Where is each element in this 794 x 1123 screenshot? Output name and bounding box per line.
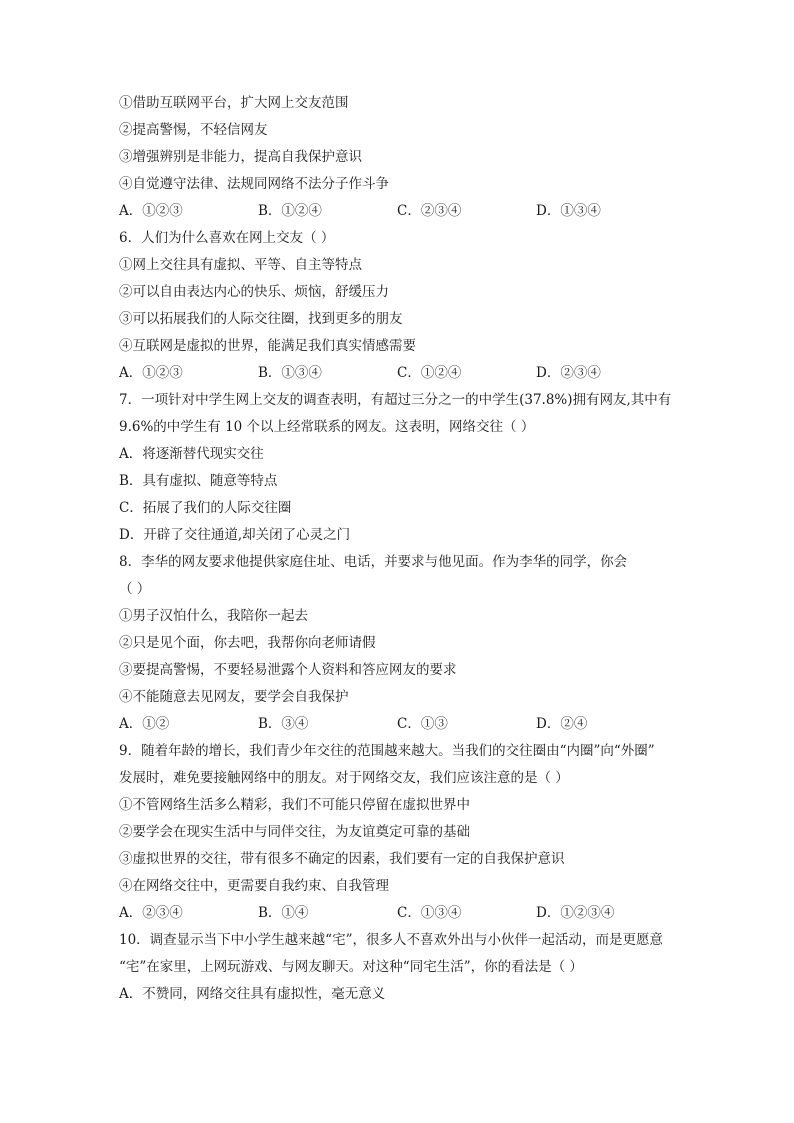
option-c: C．②③④ bbox=[397, 203, 462, 219]
statement-item: ①男子汉怕什么，我陪你一起去 bbox=[119, 608, 308, 624]
option-d: D．②④ bbox=[536, 716, 588, 732]
option-d: D．开辟了交往通道,却关闭了心灵之门 bbox=[119, 527, 351, 543]
option-b: B．具有虚拟、随意等特点 bbox=[119, 473, 278, 489]
statement-item: ②要学会在现实生活中与同伴交往，为友谊奠定可靠的基础 bbox=[119, 824, 470, 840]
statement-item: ④自觉遵守法律、法规同网络不法分子作斗争 bbox=[119, 176, 389, 192]
option-a: A．不赞同，网络交往具有虚拟性，毫无意义 bbox=[119, 986, 386, 1002]
question-6 bbox=[119, 225, 679, 387]
answer-options bbox=[119, 198, 679, 225]
option-c: C．①②④ bbox=[397, 365, 462, 381]
option-d: D．①③④ bbox=[536, 203, 601, 219]
option-d: D．①②③④ bbox=[536, 905, 615, 921]
statement-item: ④互联网是虚拟的世界，能满足我们真实情感需要 bbox=[119, 338, 416, 354]
statement-item: ④在网络交往中，更需要自我约束、自我管理 bbox=[119, 878, 389, 894]
option-c: C．拓展了我们的人际交往圈 bbox=[119, 500, 292, 516]
question-stem: 发展时，难免要接触网络中的朋友。对于网络交友，我们应该注意的是（ ） bbox=[119, 770, 569, 786]
option-a: A．①②③ bbox=[119, 203, 183, 219]
option-b: B．①③④ bbox=[258, 365, 322, 381]
option-a: A．将逐渐替代现实交往 bbox=[119, 446, 264, 462]
statement-item: ①网上交往具有虚拟、平等、自主等特点 bbox=[119, 257, 362, 273]
statement-item: ③增强辨别是非能力，提高自我保护意识 bbox=[119, 149, 362, 165]
answer-options bbox=[119, 900, 679, 927]
answer-options bbox=[119, 360, 679, 387]
statement-item: ②提高警惕，不轻信网友 bbox=[119, 122, 268, 138]
question-9 bbox=[119, 738, 679, 927]
option-b: B．①④ bbox=[258, 905, 309, 921]
question-stem: 7．一项针对中学生网上交友的调查表明，有超过三分之一的中学生(37.8%)拥有网友,其中有 bbox=[119, 392, 672, 408]
question-stem: 6．人们为什么喜欢在网上交友（ ） bbox=[119, 230, 335, 246]
statement-item: ①借助互联网平台，扩大网上交友范围 bbox=[119, 95, 349, 111]
question-7 bbox=[119, 387, 679, 549]
statement-item: ②可以自由表达内心的快乐、烦恼，舒缓压力 bbox=[119, 284, 389, 300]
exam-page bbox=[119, 90, 679, 1008]
question-stem: （ ） bbox=[119, 581, 151, 597]
option-b: B．③④ bbox=[258, 716, 309, 732]
question-8 bbox=[119, 549, 679, 738]
answer-options bbox=[119, 711, 679, 738]
statement-item: ③要提高警惕，不要轻易泄露个人资料和答应网友的要求 bbox=[119, 662, 457, 678]
option-a: A．②③④ bbox=[119, 905, 183, 921]
option-b: B．①②④ bbox=[258, 203, 322, 219]
question-10 bbox=[119, 927, 679, 1008]
statement-item: ①不管网络生活多么精彩，我们不可能只停留在虚拟世界中 bbox=[119, 797, 470, 813]
question-stem: “宅”在家里，上网玩游戏、与网友聊天。对这种“同宅生活”，你的看法是（ ） bbox=[119, 959, 583, 975]
question-stem: 9.6%的中学生有 10 个以上经常联系的网友。这表明，网络交往（ ） bbox=[119, 419, 535, 435]
option-c: C．①③④ bbox=[397, 905, 462, 921]
question-5 bbox=[119, 90, 679, 225]
option-a: A．①②③ bbox=[119, 365, 183, 381]
option-c: C．①③ bbox=[397, 716, 448, 732]
statement-item: ③可以拓展我们的人际交往圈，找到更多的朋友 bbox=[119, 311, 403, 327]
statement-item: ④不能随意去见网友，要学会自我保护 bbox=[119, 689, 349, 705]
option-a: A．①② bbox=[119, 716, 170, 732]
question-stem: 10．调查显示当下中小学生越来越“宅”，很多人不喜欢外出与小伙伴一起活动，而是更愿意 bbox=[119, 932, 663, 948]
option-d: D．②③④ bbox=[536, 365, 601, 381]
question-stem: 8．李华的网友要求他提供家庭住址、电话，并要求与他见面。作为李华的同学，你会 bbox=[119, 554, 628, 570]
statement-item: ③虚拟世界的交往，带有很多不确定的因素，我们要有一定的自我保护意识 bbox=[119, 851, 565, 867]
question-stem: 9．随着年龄的增长，我们青少年交往的范围越来越大。当我们的交往圈由“内圈”向“外圈” bbox=[119, 743, 655, 759]
statement-item: ②只是见个面，你去吧，我帮你向老师请假 bbox=[119, 635, 376, 651]
